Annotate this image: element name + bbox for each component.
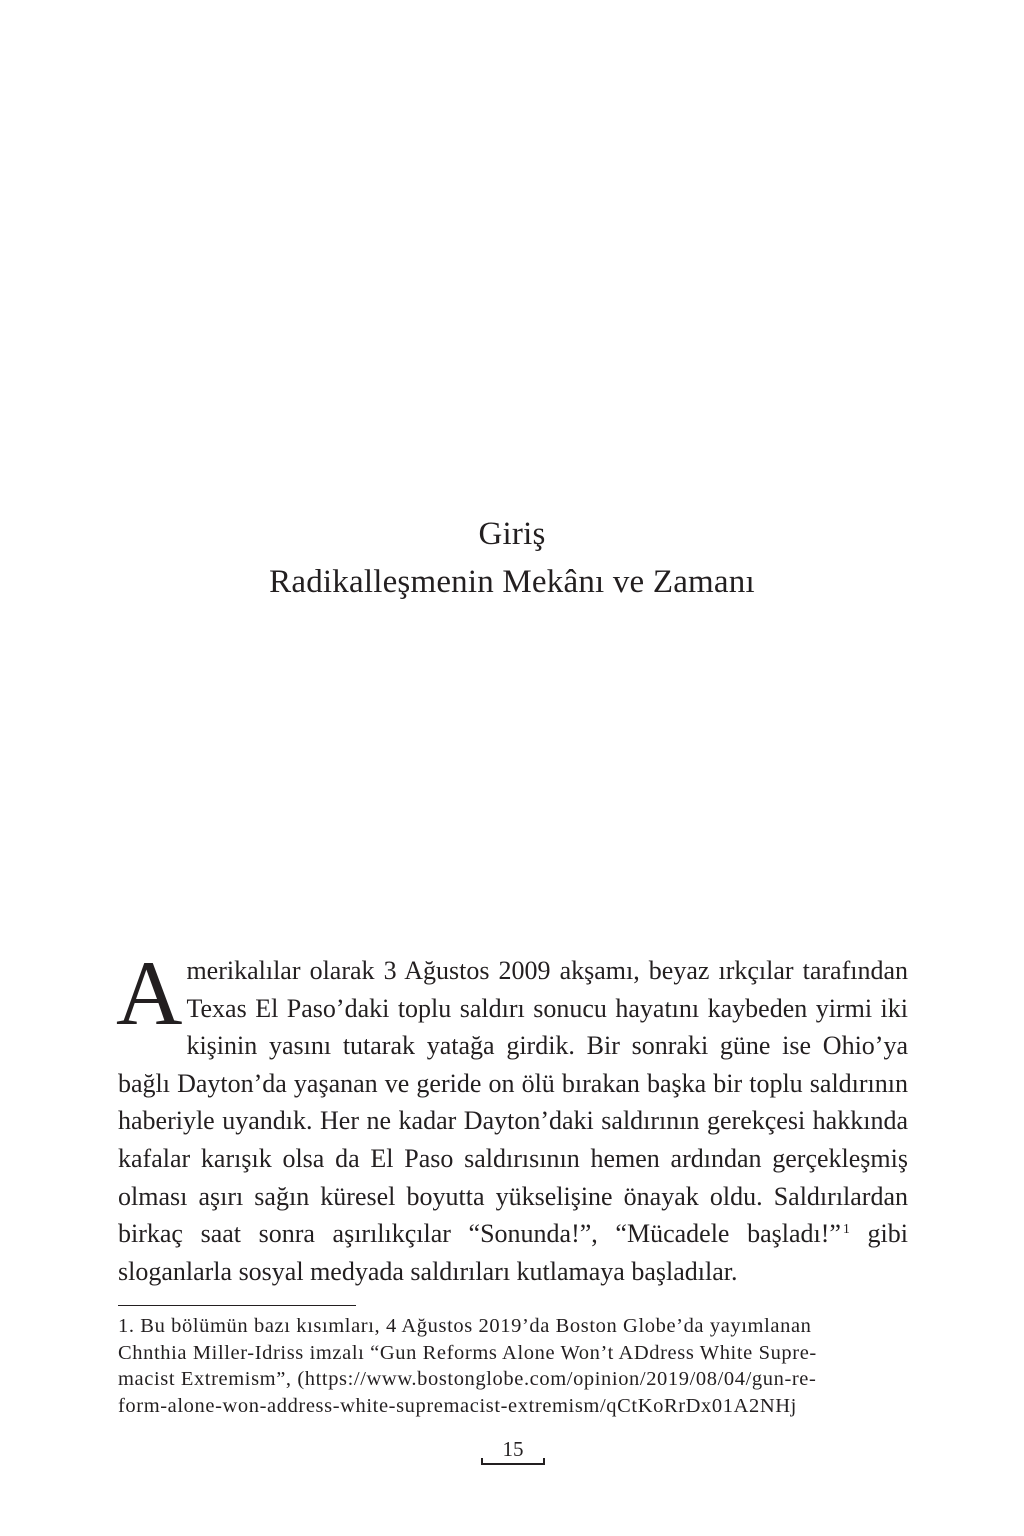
footnote-line-url[interactable]: form-alone-won-address-white-supremacist-extremism/qCtKoRrDx01A2NHj [118, 1394, 797, 1417]
footnote [118, 1313, 908, 1419]
page-number: 15 [502, 1437, 524, 1461]
page-number-tick [543, 1458, 545, 1464]
body-paragraph [116, 942, 908, 1290]
footnote-line: Chnthia Miller-Idriss imzalı “Gun Reforms Alone Won’t ADdress White Supre- [118, 1341, 817, 1364]
drop-cap: A [116, 942, 183, 1044]
paragraph-end: gibi sloganlarla sosyal medyada saldırıları kutlamaya başladılar. [118, 1219, 908, 1286]
page-number-rule [481, 1463, 545, 1465]
page-number-block [481, 1436, 545, 1468]
chapter-title: Giriş [478, 516, 546, 552]
footnote-divider [118, 1305, 356, 1306]
footnote-line: 1. Bu bölümün bazı kısımları, 4 Ağustos 2019’da Boston Globe’da yayımlanan [118, 1315, 812, 1337]
chapter-heading [0, 510, 1024, 606]
page-number-tick [481, 1458, 483, 1464]
paragraph-text: merikalılar olarak 3 Ağustos 2009 akşamı, beyaz ırkçılar tarafından Texas El Paso’daki toplu saldırı sonucu hayatını kaybeden yirmi iki kişinin yasını tutarak yatağa girdik. Bir sonraki güne ise Ohio’ya bağlı Dayton’da yaşanan ve geride on ölü bırakan başka bir toplu saldırının haberiyle uyandık. Her ne kadar Dayton’daki saldırının gerekçesi hakkında kafalar karışık olsa da El Paso saldırısının hemen ardından gerçekleşmiş olması aşırı sağın küresel boyutta yükselişine önayak oldu. Saldırılardan birkaç saat sonra aşırılıkçılar “Sonunda!”, “Mücadele başladı!” [118, 956, 908, 1249]
chapter-subtitle: Radikalleşmenin Mekânı ve Zamanı [269, 564, 755, 600]
footnote-reference[interactable]: 1 [842, 1221, 850, 1237]
footnote-line-url[interactable]: macist Extremism”, (https://www.bostonglobe.com/opinion/2019/08/04/gun-re- [118, 1368, 817, 1390]
